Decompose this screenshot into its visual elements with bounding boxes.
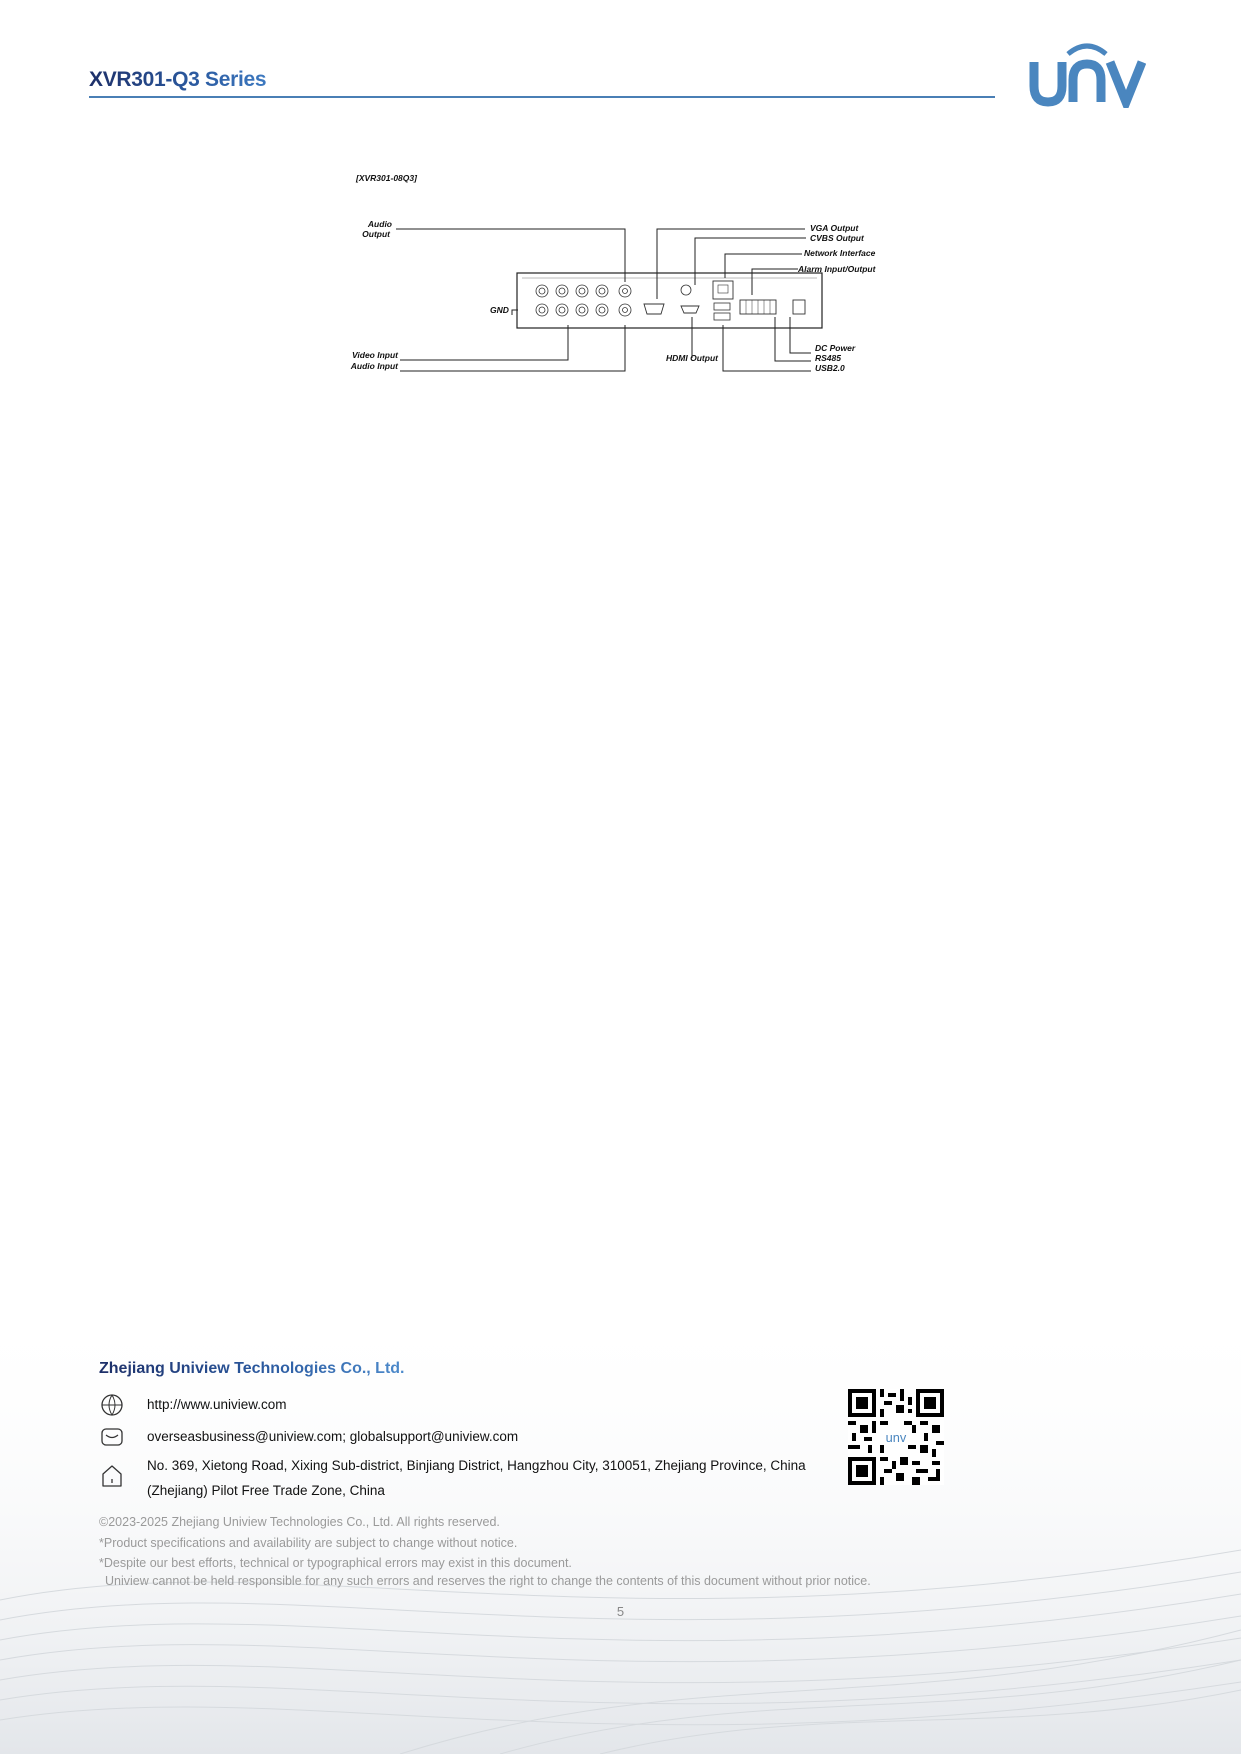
label-usb: USB2.0 bbox=[815, 363, 845, 373]
label-dc-power: DC Power bbox=[815, 343, 856, 353]
diagram-model-label: [XVR301-08Q3] bbox=[356, 173, 417, 183]
label-network-interface: Network Interface bbox=[804, 248, 876, 258]
liability-notice: Uniview cannot be held responsible for any such errors and reserves the right to change the contents of this document without prior notice. bbox=[105, 1574, 871, 1588]
footer-website-link[interactable]: http://www.uniview.com bbox=[147, 1397, 287, 1412]
uniview-logo bbox=[1028, 40, 1146, 108]
footer-address-line-1: No. 369, Xietong Road, Xixing Sub-district, Binjiang District, Hangzhou City, 310051, Zhejiang Province, China bbox=[147, 1458, 806, 1473]
label-video-input: Video Input bbox=[352, 350, 398, 360]
copyright-notice: ©2023-2025 Zhejiang Uniview Technologies Co., Ltd. All rights reserved. bbox=[99, 1515, 500, 1529]
label-gnd: GND bbox=[490, 305, 509, 315]
page-number: 5 bbox=[616, 1604, 625, 1619]
label-hdmi-output: HDMI Output bbox=[666, 353, 718, 363]
label-vga-output: VGA Output bbox=[810, 223, 859, 233]
footer-email[interactable]: overseasbusiness@uniview.com; globalsupport@uniview.com bbox=[147, 1429, 519, 1444]
label-alarm-io: Alarm Input/Output bbox=[798, 264, 876, 274]
qr-logo-text: unv bbox=[885, 1430, 907, 1446]
label-audio-output-2: Output bbox=[362, 229, 390, 239]
footer-address-line-2: (Zhejiang) Pilot Free Trade Zone, China bbox=[147, 1483, 385, 1498]
spec-change-notice: *Product specifications and availability are subject to change without notice. bbox=[99, 1536, 518, 1550]
document-series-title: XVR301-Q3 Series bbox=[89, 68, 267, 91]
footer-company-name: Zhejiang Uniview Technologies Co., Ltd. bbox=[99, 1360, 405, 1377]
label-audio-input: Audio Input bbox=[350, 361, 398, 371]
mail-icon bbox=[100, 1425, 124, 1449]
globe-icon bbox=[100, 1393, 124, 1417]
error-notice: *Despite our best efforts, technical or typographical errors may exist in this document. bbox=[99, 1556, 572, 1570]
qr-code bbox=[848, 1389, 944, 1485]
label-cvbs-output: CVBS Output bbox=[810, 233, 864, 243]
home-icon bbox=[100, 1464, 124, 1488]
label-rs485: RS485 bbox=[815, 353, 841, 363]
header-divider bbox=[89, 96, 995, 98]
rear-panel-diagram bbox=[330, 165, 930, 385]
label-audio-output-1: Audio bbox=[367, 219, 392, 229]
